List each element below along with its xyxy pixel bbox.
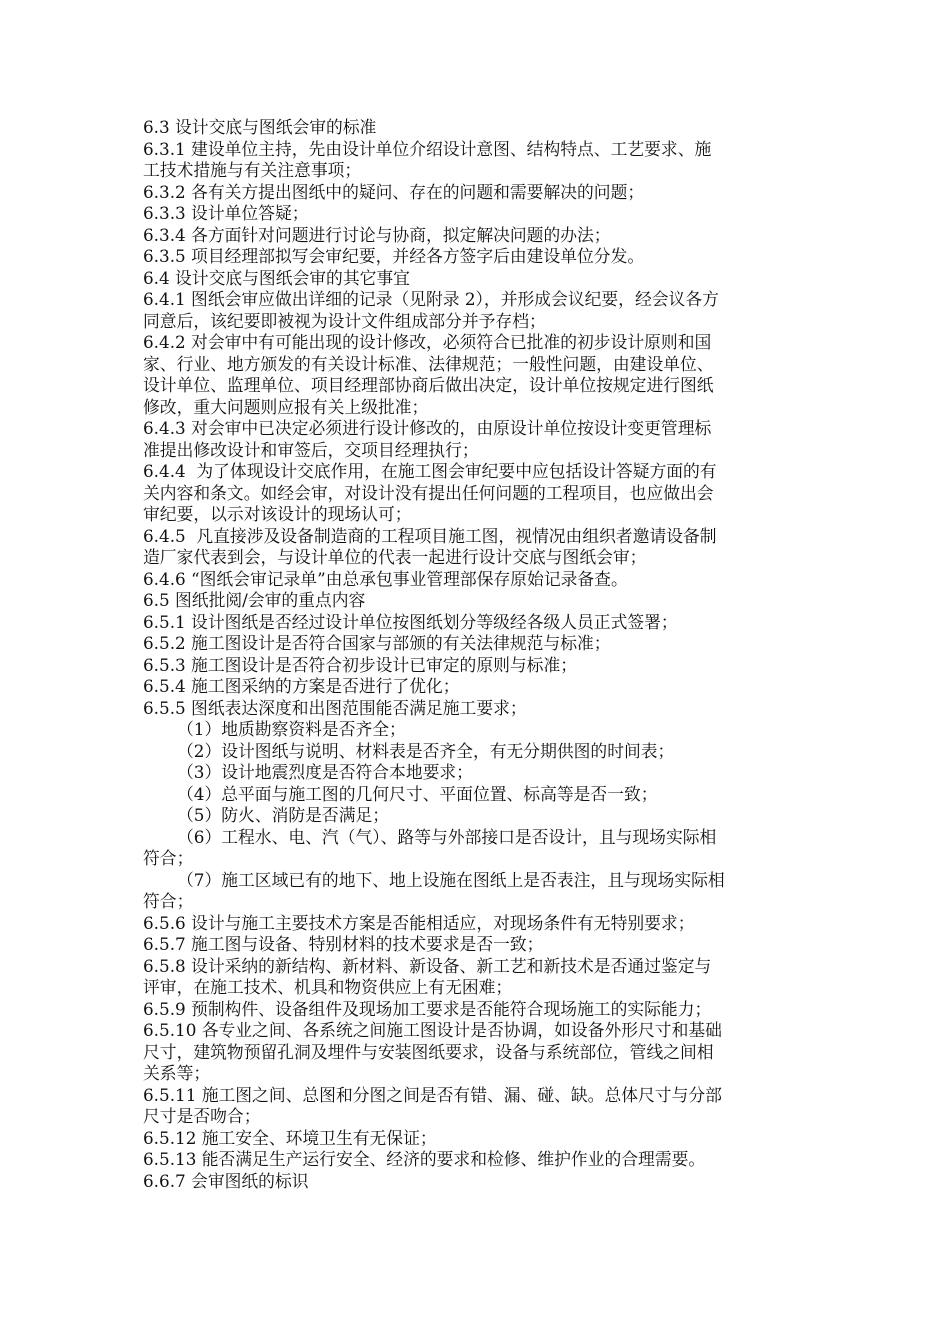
paragraph-line: 6.5.1 设计图纸是否经过设计单位按图纸划分等级经各级人员正式签署； bbox=[143, 611, 678, 632]
paragraph-line: 6.5.10 各专业之间、各系统之间施工图设计是否协调，如设备外形尺寸和基础 bbox=[143, 1020, 722, 1040]
paragraph-line: 尺寸是否吻合； bbox=[143, 1106, 261, 1126]
list-item-4: （4）总平面与施工图的几何尺寸、平面位置、标高等是否一致； bbox=[177, 783, 658, 804]
paragraph-line: 6.5.5 图纸表达深度和出图范围能否满足施工要求； bbox=[143, 697, 527, 718]
paragraph-line: 6.5.13 能否满足生产运行安全、经济的要求和检修、维护作业的合理需要。 bbox=[143, 1149, 706, 1169]
section-heading-6-6-7: 6.6.7 会审图纸的标识 bbox=[143, 1170, 309, 1191]
paragraph-line: 6.5.9 预制构件、设备组件及现场加工要求是否能符合现场施工的实际能力； bbox=[143, 998, 712, 1019]
paragraph-line: 6.5.8 设计采纳的新结构、新材料、新设备、新工艺和新技术是否通过鉴定与 bbox=[143, 955, 712, 976]
paragraph-line: 造厂家代表到会，与设计单位的代表一起进行设计交底与图纸会审； bbox=[143, 547, 647, 567]
paragraph-line: 6.5.11 施工图之间、总图和分图之间是否有错、漏、碰、缺。总体尺寸与分部 bbox=[143, 1084, 722, 1105]
paragraph-line: 关系等； bbox=[143, 1063, 211, 1083]
paragraph-line: 家、行业、地方颁发的有关设计标准、法律规范；一般性问题，由建设单位、 bbox=[143, 353, 714, 374]
list-item-3: （3）设计地震烈度是否符合本地要求； bbox=[177, 762, 473, 782]
paragraph-line: 评审，在施工技术、机具和物资供应上有无困难； bbox=[143, 977, 513, 997]
paragraph-line: 6.5.2 施工图设计是否符合国家与部颁的有关法律规范与标准； bbox=[143, 633, 611, 653]
paragraph-line: 审纪要，以示对该设计的现场认可； bbox=[143, 504, 412, 524]
paragraph-line: 6.3.1 建设单位主持，先由设计单位介绍设计意图、结构特点、工艺要求、施 bbox=[143, 138, 712, 159]
section-heading-6-5: 6.5 图纸批阅/会审的重点内容 bbox=[143, 590, 366, 610]
list-item-5: （5）防火、消防是否满足； bbox=[177, 805, 390, 825]
list-item-6-continued: 符合； bbox=[143, 848, 194, 868]
paragraph-line: 设计单位、监理单位、项目经理部协商后做出决定，设计单位按规定进行图纸 bbox=[143, 375, 714, 395]
paragraph-line: 同意后，该纪要即被视为设计文件组成部分并予存档； bbox=[143, 310, 546, 331]
paragraph-line: 修改，重大问题则应报有关上级批准； bbox=[143, 396, 429, 417]
paragraph-line: 6.5.3 施工图设计是否符合初步设计已审定的原则与标准； bbox=[143, 654, 578, 675]
paragraph-line: 6.3.4 各方面针对问题进行讨论与协商，拟定解决问题的办法； bbox=[143, 224, 611, 245]
paragraph-line: 准提出修改设计和审签后，交项目经理执行； bbox=[143, 439, 479, 460]
list-item-7: （7）施工区域已有的地下、地上设施在图纸上是否表注，且与现场实际相 bbox=[177, 869, 725, 890]
paragraph-line: 6.4.1 图纸会审应做出详细的记录（见附录 2），并形成会议纪要，经会议各方 bbox=[143, 289, 719, 309]
paragraph-line: 6.3.2 各有关方提出图纸中的疑问、存在的问题和需要解决的问题； bbox=[143, 181, 645, 202]
paragraph-line: 6.3.3 设计单位答疑； bbox=[143, 203, 309, 223]
list-item-7-continued: 符合； bbox=[143, 891, 194, 911]
paragraph-line: 工技术措施与有关注意事项； bbox=[143, 160, 362, 180]
paragraph-line: 6.3.5 项目经理部拟写会审纪要，并经各方签字后由建设单位分发。 bbox=[143, 246, 645, 266]
section-heading-6-4: 6.4 设计交底与图纸会审的其它事宜 bbox=[143, 267, 410, 288]
list-item-1: （1）地质勘察资料是否齐全； bbox=[177, 719, 406, 739]
paragraph-line: 6.4.2 对会审中有可能出现的设计修改，必须符合已批准的初步设计原则和国 bbox=[143, 332, 712, 352]
section-heading-6-3: 6.3 设计交底与图纸会审的标准 bbox=[143, 117, 377, 137]
paragraph-line: 6.4.5 凡直接涉及设备制造商的工程项目施工图，视情况由组织者邀请设备制 bbox=[143, 525, 717, 546]
paragraph-line: 关内容和条文。如经会审，对设计没有提出任何问题的工程项目，也应做出会 bbox=[143, 482, 714, 503]
paragraph-line: 6.4.4 为了体现设计交底作用，在施工图会审纪要中应包括设计答疑方面的有 bbox=[143, 461, 717, 481]
paragraph-line: 尺寸，建筑物预留孔洞及埋件与安装图纸要求，设备与系统部位，管线之间相 bbox=[143, 1041, 714, 1062]
list-item-2: （2）设计图纸与说明、材料表是否齐全，有无分期供图的时间表； bbox=[177, 740, 675, 761]
document-body bbox=[143, 117, 813, 1192]
paragraph-line: 6.5.7 施工图与设备、特别材料的技术要求是否一致； bbox=[143, 934, 544, 954]
paragraph-line: 6.5.12 施工安全、环境卫生有无保证； bbox=[143, 1127, 437, 1148]
paragraph-line: 6.5.6 设计与施工主要技术方案是否能相适应，对现场条件有无特别要求； bbox=[143, 912, 695, 933]
paragraph-line: 6.4.6 “图纸会审记录单”由总承包事业管理部保存原始记录备查。 bbox=[143, 568, 628, 589]
paragraph-line: 6.5.4 施工图采纳的方案是否进行了优化； bbox=[143, 676, 460, 696]
list-item-6: （6）工程水、电、汽（气）、路等与外部接口是否设计，且与现场实际相 bbox=[177, 826, 717, 847]
paragraph-line: 6.4.3 对会审中已决定必须进行设计修改的，由原设计单位按设计变更管理标 bbox=[143, 418, 712, 438]
